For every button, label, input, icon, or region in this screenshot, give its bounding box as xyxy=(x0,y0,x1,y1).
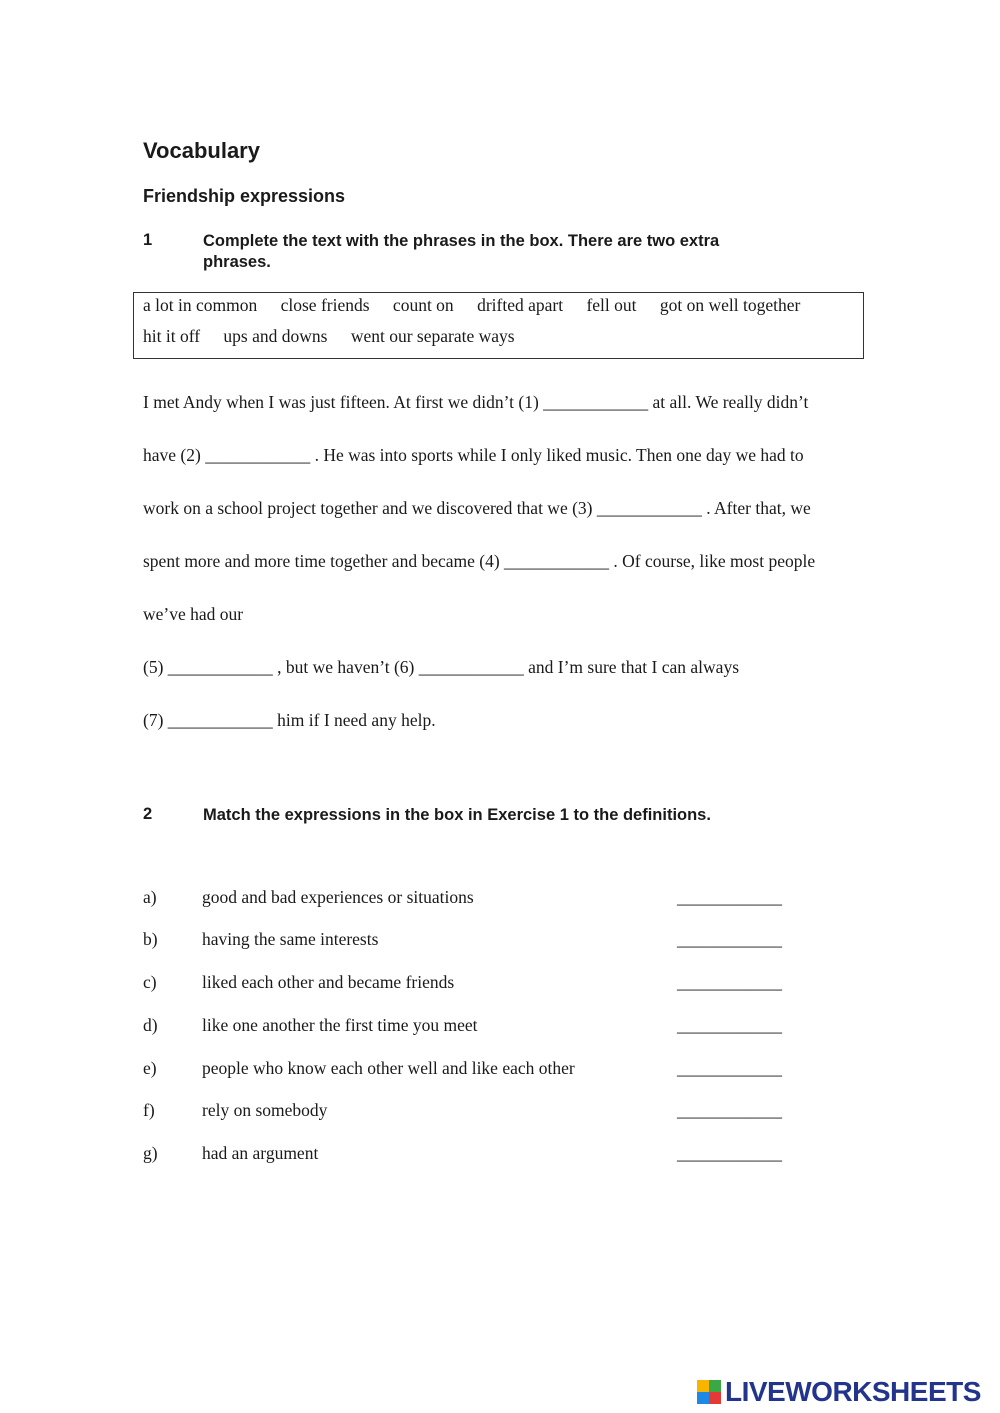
phrase-item: close friends xyxy=(280,295,370,315)
phrase-item: got on well together xyxy=(659,295,801,315)
phrase-item: went our separate ways xyxy=(350,326,515,346)
definition-text: people who know each other well and like each other xyxy=(202,1058,575,1078)
text-line-4: spent more and more time together and became (4) ____________ . Of course, like most people xyxy=(143,551,816,571)
answer-blank[interactable]: ____________ xyxy=(677,1100,782,1120)
liveworksheets-logo xyxy=(697,1376,981,1408)
phrase-row-2 xyxy=(143,326,534,347)
answer-blank[interactable]: ____________ xyxy=(677,1143,782,1163)
section-subtitle: Friendship expressions xyxy=(143,186,346,206)
definition-letter: f) xyxy=(143,1100,155,1120)
phrase-item: ups and downs xyxy=(223,326,328,346)
exercise-2-number: 2 xyxy=(143,805,153,823)
definition-letter: c) xyxy=(143,972,157,992)
logo-mark-icon xyxy=(697,1380,721,1404)
answer-blank[interactable]: ____________ xyxy=(677,1015,782,1035)
definition-text: liked each other and became friends xyxy=(202,972,455,992)
phrase-item: a lot in common xyxy=(143,295,258,315)
logo-text: LIVEWORKSHEETS xyxy=(725,1376,981,1407)
text-line-3: work on a school project together and we discovered that we (3) ____________ . After that, we xyxy=(143,498,811,518)
answer-blank[interactable]: ____________ xyxy=(677,1058,782,1078)
exercise-1-number: 1 xyxy=(143,231,153,249)
definition-letter: a) xyxy=(143,887,157,907)
definition-text: like one another the first time you meet xyxy=(202,1015,478,1035)
definition-letter: g) xyxy=(143,1143,158,1163)
answer-blank[interactable]: ____________ xyxy=(677,929,782,949)
definition-text: rely on somebody xyxy=(202,1100,328,1120)
text-line-2: have (2) ____________ . He was into sports while I only liked music. Then one day we had to xyxy=(143,445,804,465)
phrase-item: drifted apart xyxy=(477,295,564,315)
definition-text: had an argument xyxy=(202,1143,319,1163)
phrase-item: count on xyxy=(392,295,454,315)
phrase-item: fell out xyxy=(586,295,637,315)
text-line-1: I met Andy when I was just fifteen. At first we didn’t (1) ____________ at all. We really didn’t xyxy=(143,392,809,412)
text-line-5: we’ve had our xyxy=(143,604,244,624)
text-line-6: (5) ____________ , but we haven’t (6) ____________ and I’m sure that I can always xyxy=(143,657,739,677)
definition-letter: b) xyxy=(143,929,158,949)
exercise-1-instruction: Complete the text with the phrases in the box. There are two extra phrases. xyxy=(203,232,720,271)
phrase-box xyxy=(133,292,864,359)
definition-text: good and bad experiences or situations xyxy=(202,887,474,907)
answer-blank[interactable]: ____________ xyxy=(677,887,782,907)
definition-letter: d) xyxy=(143,1015,158,1035)
answer-blank[interactable]: ____________ xyxy=(677,972,782,992)
exercise-2-instruction: Match the expressions in the box in Exercise 1 to the definitions. xyxy=(203,806,711,824)
page-title: Vocabulary xyxy=(143,138,260,163)
phrase-item: hit it off xyxy=(143,326,201,346)
phrase-row-1 xyxy=(143,295,819,316)
text-line-7: (7) ____________ him if I need any help. xyxy=(143,710,436,730)
definition-letter: e) xyxy=(143,1058,157,1078)
definition-text: having the same interests xyxy=(202,929,379,949)
